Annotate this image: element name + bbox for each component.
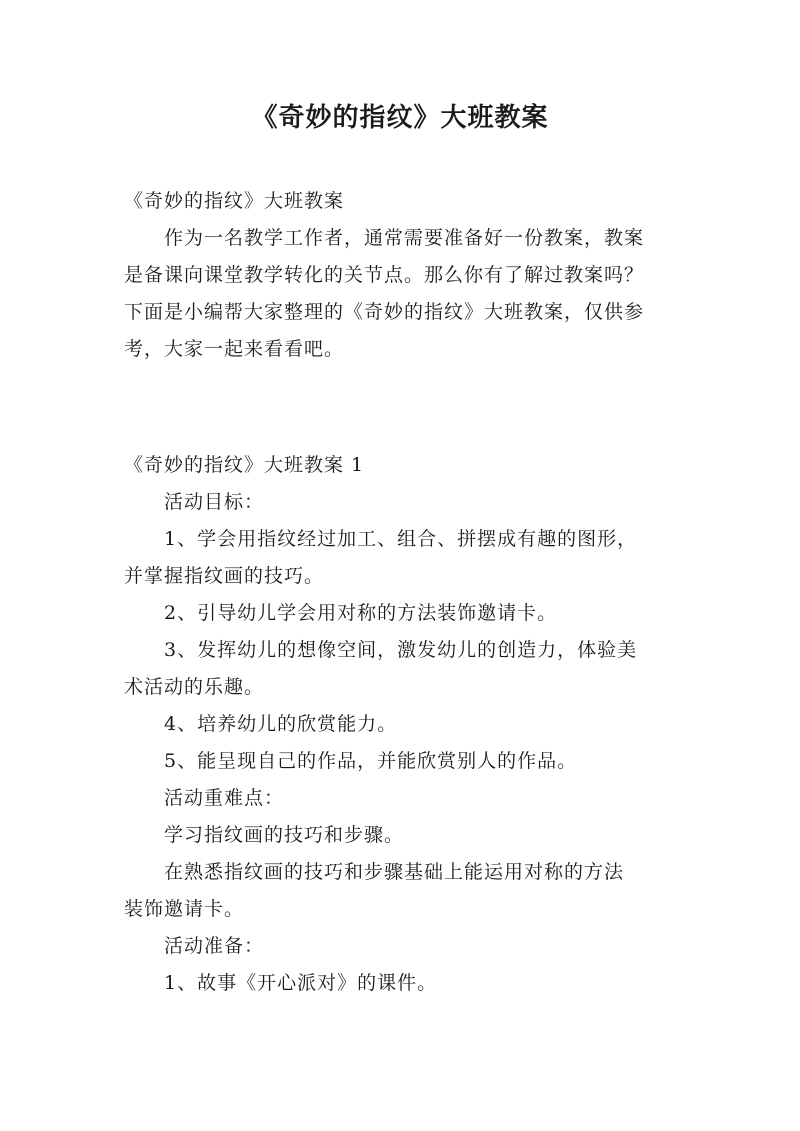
key-point-item-continued: 装饰邀请卡。 <box>124 898 245 920</box>
key-point-item: 在熟悉指纹画的技巧和步骤基础上能运用对称的方法 <box>164 861 625 883</box>
intro-paragraph-line: 下面是小编帮大家整理的《奇妙的指纹》大班教案，仅供参 <box>124 301 645 323</box>
intro-section <box>124 183 694 368</box>
section-heading: 《奇妙的指纹》大班教案 1 <box>124 454 365 476</box>
intro-paragraph-line: 考，大家一起来看看吧。 <box>124 338 345 360</box>
preparation-label: 活动准备： <box>164 935 265 957</box>
objective-item: 3、发挥幼儿的想像空间，激发幼儿的创造力，体验美 <box>164 639 638 661</box>
objective-item-continued: 并掌握指纹画的技巧。 <box>124 565 325 587</box>
objective-item: 5、能呈现自己的作品，并能欣赏别人的作品。 <box>164 750 578 772</box>
objectives-label: 活动目标： <box>164 491 265 513</box>
intro-paragraph-line: 是备课向课堂教学转化的关节点。那么你有了解过教案吗？ <box>124 264 645 286</box>
intro-heading: 《奇妙的指纹》大班教案 <box>124 190 345 212</box>
objective-item-continued: 术活动的乐趣。 <box>124 676 265 698</box>
objective-item: 4、培养幼儿的欣赏能力。 <box>164 713 398 735</box>
objective-item: 1、学会用指纹经过加工、组合、拼摆成有趣的图形， <box>164 528 638 550</box>
key-point-item: 学习指纹画的技巧和步骤。 <box>164 824 405 846</box>
key-points-label: 活动重难点： <box>164 787 285 809</box>
intro-paragraph-line: 作为一名教学工作者，通常需要准备好一份教案，教案 <box>164 227 645 249</box>
preparation-item: 1、故事《开心派对》的课件。 <box>164 972 438 994</box>
objective-item: 2、引导幼儿学会用对称的方法装饰邀请卡。 <box>164 602 558 624</box>
lesson-section-1 <box>124 447 694 1002</box>
document-title: 《奇妙的指纹》大班教案 <box>251 103 549 133</box>
